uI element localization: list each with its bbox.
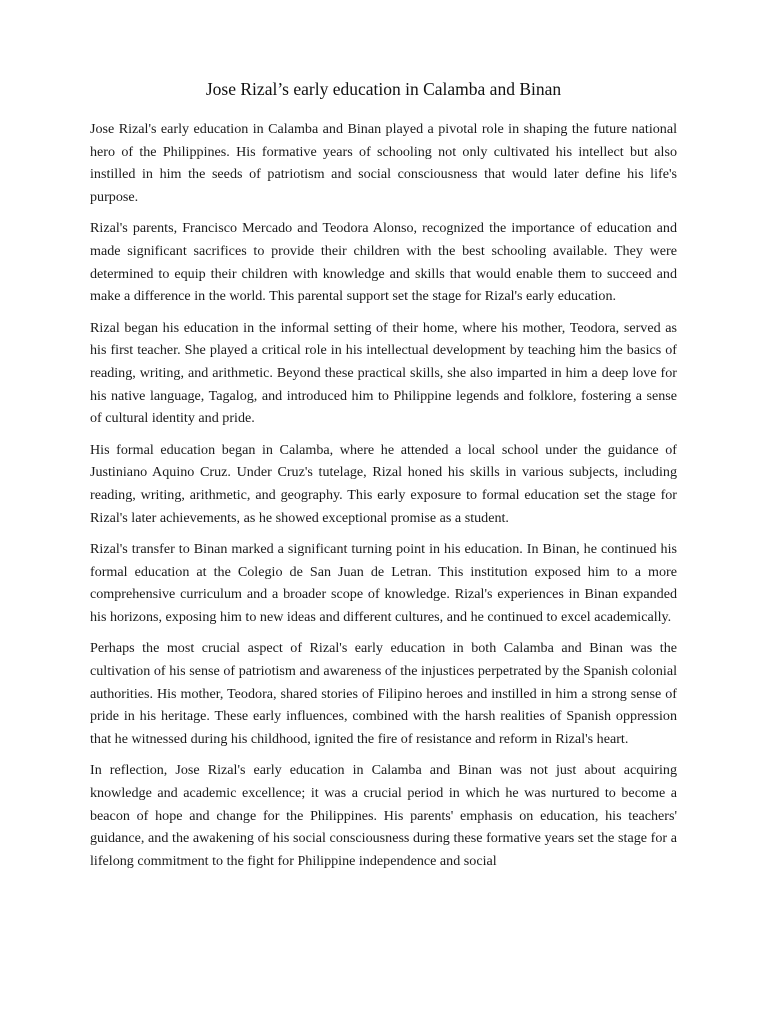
paragraph-6: Perhaps the most crucial aspect of Rizal's early education in both Calamba and Binan was the cultivation of his sense of patriotism and awareness of the injustices perpetrated by the Spanish colonial authorities. His mother, Teodora, shared stories of Filipino heroes and instilled in him a strong sense of pride in his heritage. These early influences, combined with the harsh realities of Spanish oppression that he witnessed during his childhood, ignited the fire of resistance and reform in Rizal's heart. [90,640,677,747]
document-title: Jose Rizal’s early education in Calamba and Binan [205,79,562,99]
paragraph-7: In reflection, Jose Rizal's early education in Calamba and Binan was not just about acquiring knowledge and academic excellence; it was a crucial period in which he was nurtured to become a beacon of hope and change for the Philippines. His parents' emphasis on education, his teachers' guidance, and the awakening of his social consciousness during these formative years set the stage for a lifelong commitment to the fight for Philippine independence and social [90,762,677,869]
paragraph-2: Rizal's parents, Francisco Mercado and Teodora Alonso, recognized the importance of education and made significant sacrifices to provide their children with the best schooling available. They were determined to equip their children with knowledge and skills that would enable them to succeed and make a difference in the world. This parental support set the stage for Rizal's early education. [90,220,677,305]
paragraph-4: His formal education began in Calamba, where he attended a local school under the guidance of Justiniano Aquino Cruz. Under Cruz's tutelage, Rizal honed his skills in various subjects, including reading, writing, arithmetic, and geography. This early exposure to formal education set the stage for Rizal's later achievements, as he showed exceptional promise as a student. [90,441,677,526]
paragraph-1: Jose Rizal's early education in Calamba and Binan played a pivotal role in shaping the future national hero of the Philippines. His formative years of schooling not only cultivated his intellect but also instilled in him the seeds of patriotism and social consciousness that would later define his life's purpose. [90,121,677,205]
paragraph-3: Rizal began his education in the informal setting of their home, where his mother, Teodora, served as his first teacher. She played a critical role in his intellectual development by teaching him the basics of reading, writing, and arithmetic. Beyond these practical skills, she also imparted in him a deep love for his native language, Tagalog, and introduced him to Philippine legends and folklore, fostering a sense of cultural identity and pride. [90,319,677,427]
paragraph-5: Rizal's transfer to Binan marked a significant turning point in his education. In Binan, he continued his formal education at the Colegio de San Juan de Letran. This institution exposed him to a more comprehensive curriculum and a broader scope of knowledge. Rizal's experiences in Binan expanded his horizons, exposing him to new ideas and different cultures, and he continued to excel academically. [90,541,677,625]
